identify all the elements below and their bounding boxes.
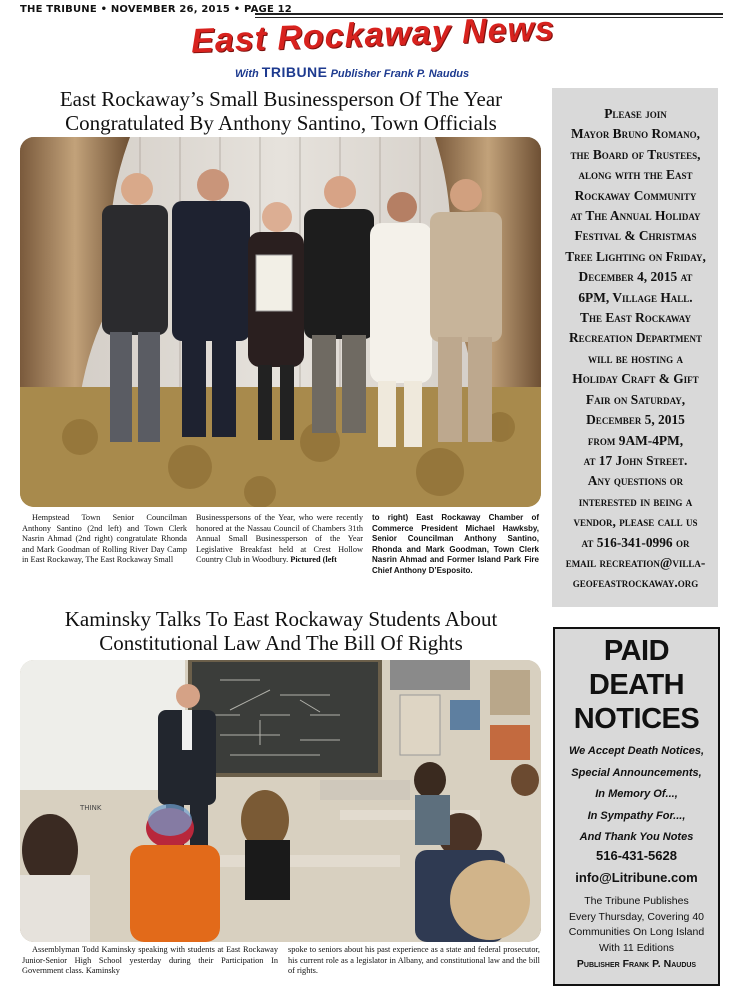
- subtitle-publisher: Publisher Frank P. Naudus: [327, 68, 470, 80]
- death-notices-signature: Publisher Frank P. Naudus: [576, 958, 697, 970]
- sidebar-line: interested in being a: [578, 493, 693, 509]
- article2-headline-line1: Kaminsky Talks To East Rockaway Students About: [64, 607, 498, 631]
- sidebar-line: The East Rockaway: [580, 310, 691, 326]
- sidebar-line: Fair on Saturday,: [585, 391, 686, 407]
- sidebar-line: Any questions or: [587, 473, 684, 489]
- article1-caption-col2: [196, 513, 363, 566]
- sidebar-line: Festival & Christmas: [574, 228, 697, 244]
- sidebar-line: Holiday Craft & Gift: [572, 371, 699, 387]
- caption-col2-text: Businesspersons of the Year, who were recently honored at the Nassau Council of Chambers 31th Annual Small Businessperson of the Year Legislative Breakfast held at Crest Hollow Country Club in Woodbury.: [196, 513, 363, 565]
- death-body-line: In Sympathy For...,: [587, 809, 686, 822]
- sidebar-line: geofeastrockaway.org: [572, 575, 699, 591]
- death-notices-title: [555, 634, 718, 736]
- sidebar-line: Please join: [604, 106, 667, 121]
- article1-caption-col1: Hempstead Town Senior Councilman Anthony Santino (2nd left) and Town Clerk Nasrin Ahmad (2nd right) congratulate Rhonda and Mark Goodman of Rolling River Day Camp in East Rockaway, The East Rockaway Small: [22, 513, 187, 565]
- holiday-festival-text: [555, 104, 716, 594]
- sidebar-line: December 5, 2015: [586, 412, 685, 428]
- article1-caption-col3: to right) East Rockaway Chamber of Commerce President Michael Hawksby, Senior Councilman Anthony Santino, Rhonda and Mark Goodman, Town Clerk Nasrin Ahmad and Former Island Park Fire Chief Anthony D’Esposito.: [372, 513, 539, 575]
- article2-photo[interactable]: [20, 660, 541, 942]
- death-notices-email[interactable]: info@Litribune.com: [575, 870, 698, 885]
- sidebar-line: will be hosting a: [587, 350, 684, 366]
- pub-line: Every Thursday, Covering 40: [568, 910, 704, 923]
- article1-headline-line1: East Rockaway’s Small Businessperson Of The Year: [59, 87, 503, 111]
- death-notices-publication-info: [555, 894, 718, 956]
- article1-photo[interactable]: [20, 137, 541, 507]
- caption-col2-bold: Pictured (left: [290, 555, 337, 565]
- pub-line: The Tribune Publishes: [584, 895, 689, 907]
- article1-headline[interactable]: [20, 87, 542, 135]
- masthead-subtitle: [235, 64, 469, 80]
- death-title-line1: PAID: [603, 635, 670, 667]
- article2-caption-col2: spoke to seniors about his past experience as a state and federal prosecutor, his current role as a legislator in Albany, and constitutional law and the bill of rights.: [288, 945, 540, 976]
- sidebar-line: December 4, 2015 at: [578, 269, 693, 285]
- subtitle-with: With: [235, 68, 262, 80]
- pub-line: Communities On Long Island: [568, 926, 705, 938]
- sidebar-line: Tree Lighting on Friday,: [565, 248, 706, 264]
- board-word: THINK: [80, 804, 102, 812]
- death-body-line: And Thank You Notes: [579, 831, 694, 843]
- death-body-line: Special Announcements,: [571, 766, 702, 779]
- sidebar-line: along with the East: [578, 167, 693, 183]
- death-notices-body: [555, 741, 718, 849]
- death-body-line: We Accept Death Notices,: [568, 745, 705, 757]
- sidebar-line: at The Annual Holiday: [570, 208, 701, 224]
- sidebar-line: 6PM, Village Hall.: [578, 289, 693, 305]
- masthead-title: East Rockaway News: [190, 9, 556, 61]
- sidebar-line: Mayor Bruno Romano,: [571, 126, 700, 142]
- death-title-line3: NOTICES: [573, 703, 700, 735]
- article1-headline-line2: Congratulated By Anthony Santino, Town Officials: [65, 111, 497, 135]
- page-header-line: THE TRIBUNE • NOVEMBER 26, 2015 • PAGE 12: [20, 4, 292, 15]
- article2-headline[interactable]: [20, 607, 542, 655]
- sidebar-line: Rockaway Community: [574, 187, 697, 203]
- article2-headline-line2: Constitutional Law And The Bill Of Rights: [99, 631, 463, 655]
- sidebar-line: at 516-341-0996 or: [581, 534, 690, 550]
- sidebar-line: email recreation@villa-: [565, 554, 706, 570]
- sidebar-line: Recreation Department: [568, 330, 703, 346]
- death-body-line: In Memory Of...,: [595, 788, 678, 800]
- article2-caption-col1: Assemblyman Todd Kaminsky speaking with students at East Rockaway Junior-Senior High School yesterday during their Participation In Government class. Kaminsky: [22, 945, 278, 976]
- classroom-photo-illustration: [20, 660, 541, 942]
- sidebar-line: vendor, please call us: [573, 514, 698, 530]
- sidebar-line: the Board of Trustees,: [570, 146, 701, 162]
- sidebar-line: from 9AM-4PM,: [587, 432, 684, 448]
- tribune-logo: TRIBUNE: [261, 64, 328, 80]
- death-notices-phone[interactable]: 516-431-5628: [596, 848, 677, 863]
- sidebar-line: at 17 John Street.: [583, 452, 688, 468]
- group-photo-illustration: [20, 137, 541, 507]
- death-title-line2: DEATH: [588, 669, 685, 701]
- pub-line: With 11 Editions: [598, 941, 675, 954]
